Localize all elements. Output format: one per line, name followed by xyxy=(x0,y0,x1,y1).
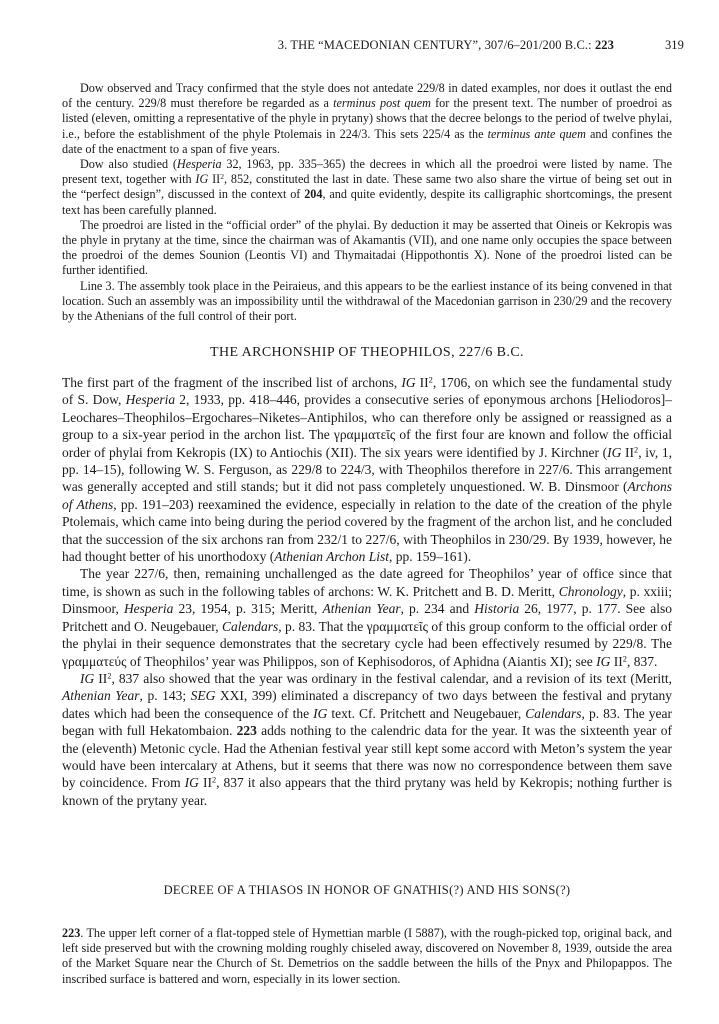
section-archonship xyxy=(62,374,672,809)
heading-decree: DECREE OF A THIASOS IN HONOR OF GNATHIS(?) AND HIS SONS(?) xyxy=(163,883,571,897)
paragraph-stele-description: 223. The upper left corner of a flat-topped stele of Hymettian marble (I 5887), with the rough-picked top, original back, and left side preserved but with the crowning molding roughly chiseled away, discovered on November 8, 1939, outside the area of the Market Square near the Church of St. Demetrios on the saddle between the hills of the Pnyx and Philopappos. The inscribed surface is battered and worn, especially in its lower section. xyxy=(62,926,672,986)
paragraph-style-date: Dow observed and Tracy confirmed that the style does not antedate 229/8 in dated examples, nor does it outlast the end of the century. 229/8 must therefore be regarded as a terminus post quem for the present text. The number of proedroi as listed (eleven, omitting a representative of the phyle in prytany) shows that the decree belongs to the period of twelve phylai, i.e., before the establishment of the phyle Ptolemais in 224/3. This sets 225/4 as the terminus ante quem and confines the date of the enactment to a span of five years. xyxy=(62,81,672,156)
heading-archonship: THE ARCHONSHIP OF THEOPHILOS, 227/6 B.C. xyxy=(210,345,524,360)
paragraph-festival-calendar: IG $II^2$, 837 also showed that the year was ordinary in the festival calendar, and a revision of its text (Meritt, Athenian Year, p. 143; SEG XXI, 399) eliminated a discrepancy of two days between the festival and prytany dates which had been the consequence of the IG text. Cf. Pritchett and Neugebauer, Calendars, p. 83. The year began with full Hekatombaion. 223 adds nothing to the calendric data for the year. It was the sixteenth year of the (eleventh) Metonic cycle. Had the Athenian festival year still kept some accord with Meton’s system the year would have been intercalary at Athens, but it seems that there was now no correspondence between them save by coincidence. From IG $II^2$, 837 it also appears that the third prytany was held by Kekropis; nothing further is known of the prytany year. xyxy=(62,670,673,808)
page-number: 319 xyxy=(664,38,684,52)
running-title: 3. THE “MACEDONIAN CENTURY”, 307/6–201/200 B.C.: 223 xyxy=(277,38,614,52)
paragraph-line-3: Line 3. The assembly took place in the Peiraieus, and this appears to be the earliest instance of its being convened in that location. Such an assembly was an impossibility until the withdrawal of the Macedonian garrison in 230/29 and the recovery by the Athenians of the full control of their port. xyxy=(62,278,672,324)
paragraph-proedroi-study: Dow also studied (Hesperia 32, 1963, pp. 335–365) the decrees in which all the proedroi were listed by name. The present text, together with IG $II^2$, 852, constituted the last in date. These same two also share the virtue of being set out in the “perfect design”, discussed in the context of 204, and quite evidently, despite its calligraphic shortcomings, the present text has been carefully planned. xyxy=(62,157,672,217)
running-title-number: 223 xyxy=(594,38,614,52)
paragraph-official-order: The proedroi are listed in the “official order” of the phylai. By deduction it may be asserted that Oineis or Kekropis was the phyle in prytany at the time, since the chairman was of Akamantis (VII), and one name only occupies the space between the proedroi of the demes Sounion (Leontis VI) and Thymaitadai (Hippothontis X). None of the proedroi listed can be further identified. xyxy=(62,217,672,278)
paragraph-archon-list: The first part of the fragment of the inscribed list of archons, IG $II^2$, 1706, on which see the fundamental study of S. Dow, Hesperia 2, 1933, pp. 418–446, provides a consecutive series of eponymous archons [Heliodoros]–Leochares–Theophilos–Ergochares–Niketes–Antiphilos, who can therefore only be assigned or reassigned as a group to a six-year period in the archon list. The γραμματεῖς of the first four are known and follow the official order of phylai from Kekropis (IX) to Antiochis (XII). The six years were identified by J. Kirchner (IG $II^2$, iv, 1, pp. 14–15), following W. S. Ferguson, as 229/8 to 224/3, with Theophilos therefore in 227/6. This arrangement was generally accepted and still stands; but it did not pass completely unquestioned. W. B. Dinsmoor (Archons of Athens, pp. 191–203) reexamined the evidence, especially in relation to the date of the creation of the phyle Ptolemais, which came into being during the period covered by the fragment of the archon list, and he concluded that the succession of the six archons ran from 232/1 to 227/6, with Theophilos in 230/29. By 1939, however, he had thought better of his unorthodoxy (Athenian Archon List, pp. 159–161). xyxy=(62,375,673,565)
paragraph-year-tables: The year 227/6, then, remaining unchallenged as the date agreed for Theophilos’ year of office since that time, is shown as such in the following tables of archons: W. K. Pritchett and B. D. Meritt, Chronology, p. xxiii; Dinsmoor, Hesperia 23, 1954, p. 315; Meritt, Athenian Year, p. 234 and Historia 26, 1977, p. 177. See also Pritchett and O. Neugebauer, Calendars, p. 83. That the γραμματεῖς of this group conform to the official order of the phylai in their sequence demonstrates that the secretary cycle had been effectively resumed by 229/8. The γραμματεύς of Theophilos’ year was Philippos, son of Kephisodoros, of Aphidna (Aiantis XI); see IG $II^2$, 837. xyxy=(62,566,672,669)
section-decree xyxy=(62,926,672,987)
section-commentary xyxy=(62,81,672,324)
running-head xyxy=(64,38,684,56)
